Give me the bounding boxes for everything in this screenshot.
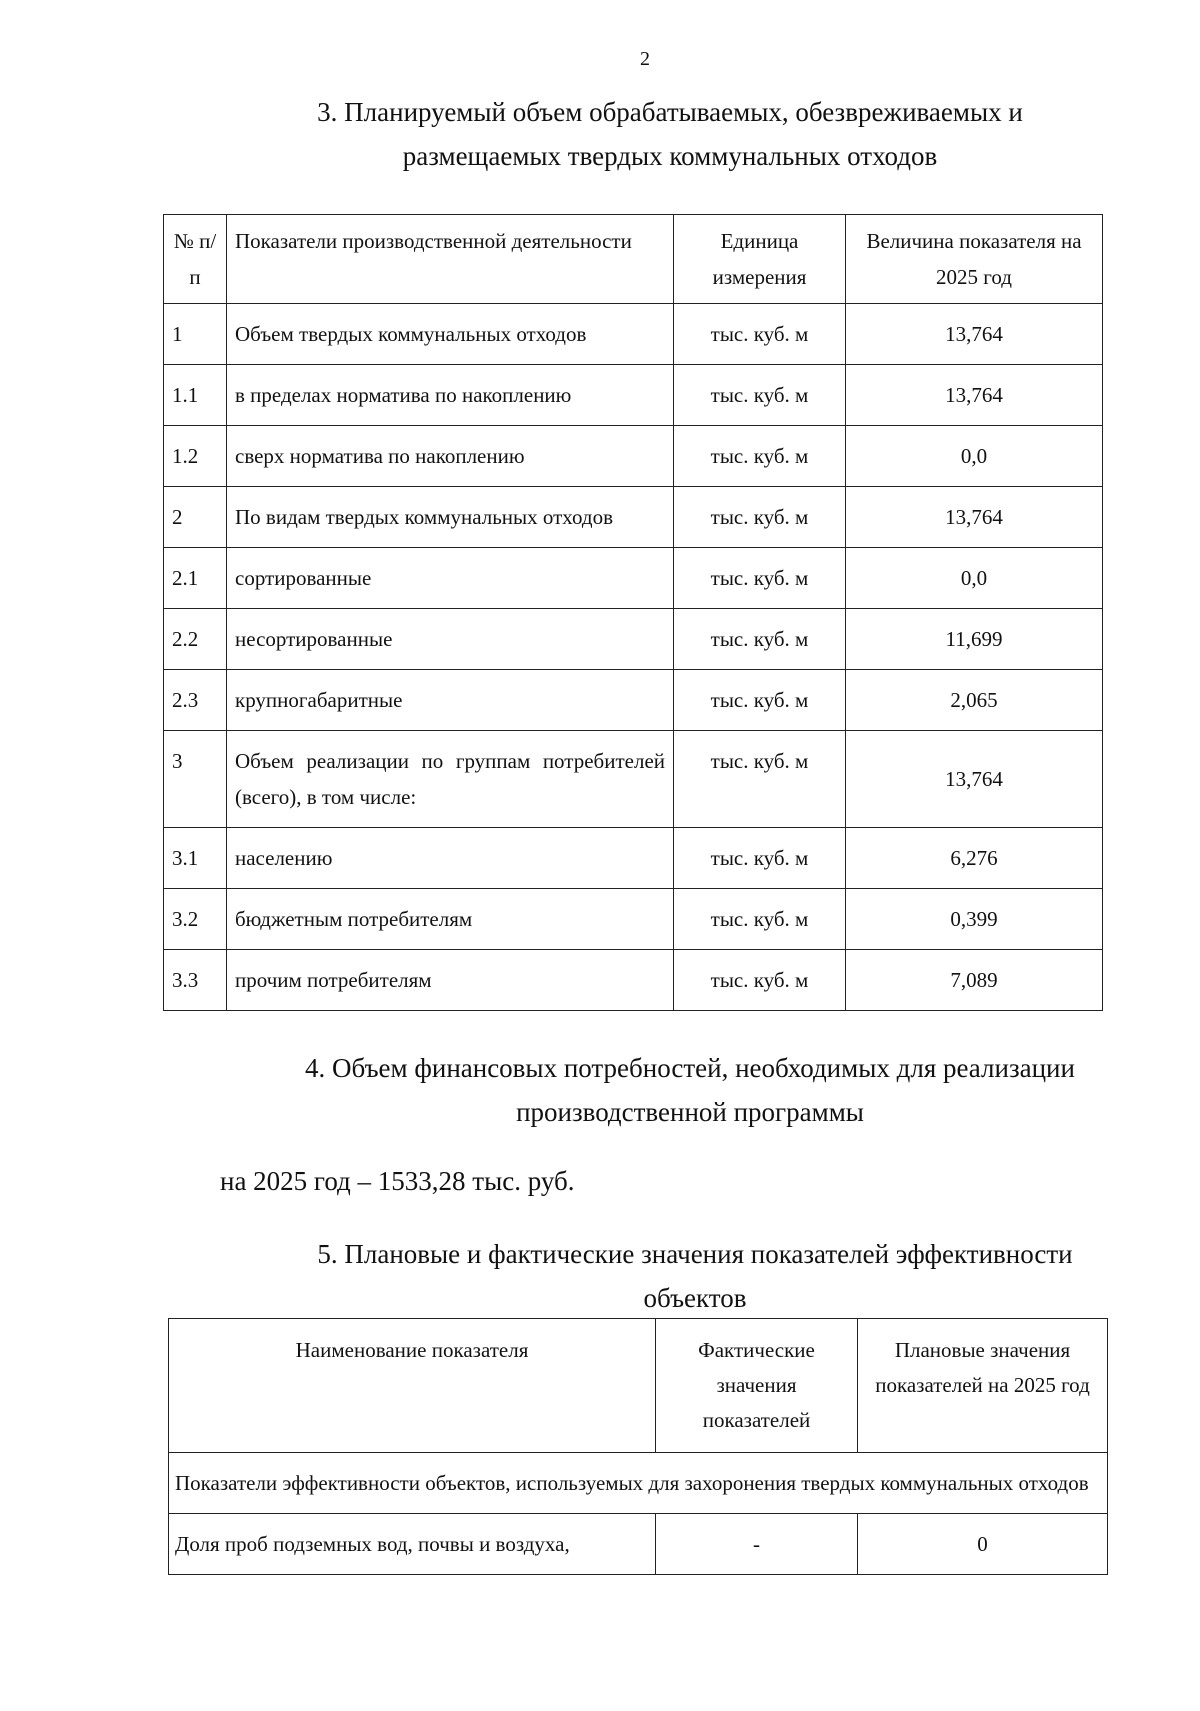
row-unit: тыс. куб. м	[674, 889, 846, 950]
row-unit: тыс. куб. м	[674, 950, 846, 1011]
row-num: 1.1	[164, 365, 227, 426]
row-unit: тыс. куб. м	[674, 304, 846, 365]
row-indicator: в пределах норматива по накоплению	[227, 365, 674, 426]
finance-amount: на 2025 год – 1533,28 тыс. руб.	[220, 1166, 575, 1196]
row-unit: тыс. куб. м	[674, 828, 846, 889]
row-indicator: крупногабаритные	[227, 670, 674, 731]
row-num: 3.1	[164, 828, 227, 889]
row-num: 2.1	[164, 548, 227, 609]
group-row-label: Показатели эффективности объектов, используемых для захоронения твердых коммунальных отходов	[169, 1453, 1108, 1514]
row-name: Доля проб подземных вод, почвы и воздуха,	[169, 1514, 656, 1575]
table-row	[164, 548, 1103, 609]
row-unit: тыс. куб. м	[674, 731, 846, 828]
table-group-row	[169, 1453, 1108, 1514]
row-num: 2.3	[164, 670, 227, 731]
row-unit: тыс. куб. м	[674, 609, 846, 670]
row-num: 3.2	[164, 889, 227, 950]
row-indicator: населению	[227, 828, 674, 889]
table-row	[164, 609, 1103, 670]
row-value: 11,699	[846, 609, 1103, 670]
row-unit: тыс. куб. м	[674, 670, 846, 731]
row-value: 13,764	[846, 487, 1103, 548]
section4-title	[260, 1046, 1120, 1134]
row-unit: тыс. куб. м	[674, 426, 846, 487]
efficiency-table	[168, 1318, 1108, 1575]
row-num: 2.2	[164, 609, 227, 670]
row-value: 2,065	[846, 670, 1103, 731]
section4-title-line1: 4. Объем финансовых потребностей, необходимых для реализации	[305, 1053, 1075, 1083]
table-row	[164, 670, 1103, 731]
row-value: 0,399	[846, 889, 1103, 950]
table-header-row	[169, 1319, 1108, 1453]
table-row	[164, 487, 1103, 548]
row-indicator: несортированные	[227, 609, 674, 670]
row-indicator: прочим потребителям	[227, 950, 674, 1011]
table-row	[164, 426, 1103, 487]
row-value: 6,276	[846, 828, 1103, 889]
table-row	[164, 731, 1103, 828]
row-indicator: бюджетным потребителям	[227, 889, 674, 950]
row-value: 13,764	[846, 365, 1103, 426]
row-indicator: сортированные	[227, 548, 674, 609]
section3-title	[270, 90, 1070, 178]
header-value: Величина показателя на 2025 год	[846, 215, 1103, 304]
row-unit: тыс. куб. м	[674, 365, 846, 426]
row-planned: 0	[858, 1514, 1108, 1575]
table-header-row	[164, 215, 1103, 304]
row-indicator: По видам твердых коммунальных отходов	[227, 487, 674, 548]
row-indicator: Объем твердых коммунальных отходов	[227, 304, 674, 365]
section4-title-line2: производственной программы	[516, 1097, 864, 1127]
row-value: 13,764	[846, 731, 1103, 828]
row-actual: -	[656, 1514, 858, 1575]
row-unit: тыс. куб. м	[674, 548, 846, 609]
row-indicator: сверх норматива по накоплению	[227, 426, 674, 487]
section5-title-line1: 5. Плановые и фактические значения показателей эффективности	[317, 1239, 1073, 1269]
table-row	[164, 828, 1103, 889]
header-name: Наименование показателя	[169, 1319, 656, 1453]
page-number: 2	[640, 48, 650, 70]
section5-title	[265, 1232, 1125, 1320]
row-value: 0,0	[846, 548, 1103, 609]
table-row	[164, 365, 1103, 426]
section3-title-line1: 3. Планируемый объем обрабатываемых, обезвреживаемых и	[317, 97, 1023, 127]
row-unit: тыс. куб. м	[674, 487, 846, 548]
table-row	[164, 889, 1103, 950]
header-unit: Единица измерения	[674, 215, 846, 304]
header-indicator: Показатели производственной деятельности	[227, 215, 674, 304]
waste-volume-table	[163, 214, 1103, 1011]
row-value: 13,764	[846, 304, 1103, 365]
header-num: № п/п	[164, 215, 227, 304]
section5-title-line2: объектов	[643, 1283, 747, 1313]
row-num: 3	[164, 731, 227, 828]
section3-title-line2: размещаемых твердых коммунальных отходов	[402, 141, 938, 171]
table-row	[169, 1514, 1108, 1575]
header-planned: Плановые значения показателей на 2025 год	[858, 1319, 1108, 1453]
table-row	[164, 304, 1103, 365]
row-num: 2	[164, 487, 227, 548]
table-row	[164, 950, 1103, 1011]
header-actual: Фактические значения показателей	[656, 1319, 858, 1453]
row-indicator: Объем реализации по группам потребителей (всего), в том числе:	[227, 731, 674, 828]
row-value: 0,0	[846, 426, 1103, 487]
row-num: 1.2	[164, 426, 227, 487]
row-value: 7,089	[846, 950, 1103, 1011]
row-num: 3.3	[164, 950, 227, 1011]
row-num: 1	[164, 304, 227, 365]
